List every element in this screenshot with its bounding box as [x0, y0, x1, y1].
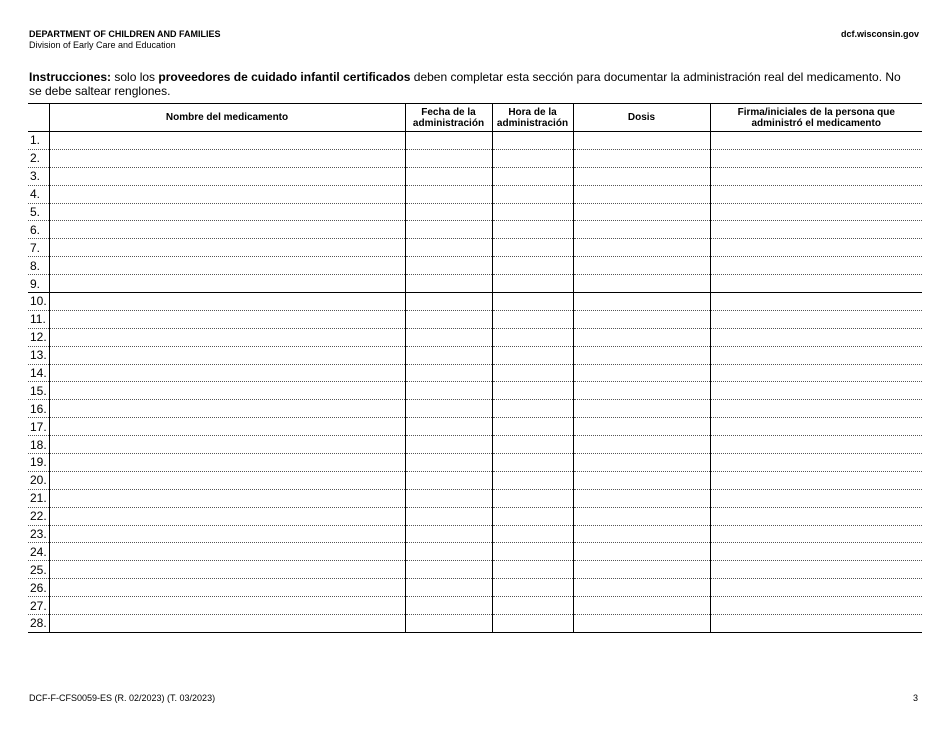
signature-field[interactable] [710, 382, 922, 400]
table-row [28, 167, 922, 185]
admin-time-field[interactable] [492, 561, 573, 579]
table-row [28, 471, 922, 489]
admin-time-field[interactable] [492, 310, 573, 328]
dose-field[interactable] [573, 185, 710, 203]
dose-field[interactable] [573, 364, 710, 382]
table-row [28, 436, 922, 454]
signature-field[interactable] [710, 346, 922, 364]
row-number: 9. [28, 275, 49, 293]
row-number: 26. [28, 579, 49, 597]
dose-field[interactable] [573, 382, 710, 400]
table-row [28, 149, 922, 167]
table-row [28, 257, 922, 275]
signature-field[interactable] [710, 418, 922, 436]
dose-field[interactable] [573, 167, 710, 185]
table-row [28, 310, 922, 328]
dose-field[interactable] [573, 221, 710, 239]
signature-field[interactable] [710, 328, 922, 346]
admin-date-field[interactable] [405, 543, 492, 561]
admin-date-field[interactable] [405, 400, 492, 418]
signature-field[interactable] [710, 364, 922, 382]
signature-field[interactable] [710, 185, 922, 203]
dose-field[interactable] [573, 525, 710, 543]
admin-time-field[interactable] [492, 167, 573, 185]
table-row [28, 525, 922, 543]
form-id: DCF-F-CFS0059-ES (R. 02/2023) (T. 03/2023) [29, 693, 216, 703]
table-row [28, 221, 922, 239]
admin-time-field[interactable] [492, 615, 573, 633]
admin-date-field[interactable] [405, 418, 492, 436]
signature-field[interactable] [710, 203, 922, 221]
division-name: Division of Early Care and Education [29, 40, 176, 50]
medication-name-field[interactable] [49, 257, 405, 275]
row-number: 7. [28, 239, 49, 257]
medication-name-field[interactable] [49, 185, 405, 203]
signature-field[interactable] [710, 293, 922, 311]
admin-date-field[interactable] [405, 167, 492, 185]
signature-field[interactable] [710, 132, 922, 150]
admin-date-field[interactable] [405, 346, 492, 364]
row-number: 13. [28, 346, 49, 364]
medication-name-field[interactable] [49, 615, 405, 633]
admin-time-field[interactable] [492, 543, 573, 561]
dose-field[interactable] [573, 132, 710, 150]
admin-time-field[interactable] [492, 454, 573, 472]
row-number: 12. [28, 328, 49, 346]
dose-field[interactable] [573, 615, 710, 633]
medication-name-field[interactable] [49, 132, 405, 150]
row-number: 21. [28, 489, 49, 507]
dose-field[interactable] [573, 597, 710, 615]
admin-date-field[interactable] [405, 239, 492, 257]
column-header-dose: Dosis [573, 104, 710, 132]
admin-time-field[interactable] [492, 203, 573, 221]
column-header-signature: Firma/iniciales de la persona que administró el medicamento [710, 104, 922, 132]
medication-name-field[interactable] [49, 454, 405, 472]
medication-name-field[interactable] [49, 507, 405, 525]
medication-name-field[interactable] [49, 400, 405, 418]
table-row [28, 382, 922, 400]
table-row [28, 597, 922, 615]
row-number: 5. [28, 203, 49, 221]
row-number: 8. [28, 257, 49, 275]
signature-field[interactable] [710, 436, 922, 454]
dose-field[interactable] [573, 543, 710, 561]
instructions-text-a: solo los [111, 70, 159, 84]
page-header [29, 29, 221, 51]
dose-field[interactable] [573, 257, 710, 275]
medication-name-field[interactable] [49, 489, 405, 507]
dose-field[interactable] [573, 471, 710, 489]
admin-date-field[interactable] [405, 257, 492, 275]
column-header-admin-time: Hora de la administración [492, 104, 573, 132]
admin-date-field[interactable] [405, 454, 492, 472]
medication-name-field[interactable] [49, 579, 405, 597]
row-number: 15. [28, 382, 49, 400]
admin-date-field[interactable] [405, 275, 492, 293]
signature-field[interactable] [710, 149, 922, 167]
instructions-paragraph [29, 70, 915, 98]
admin-date-field[interactable] [405, 382, 492, 400]
admin-time-field[interactable] [492, 132, 573, 150]
instructions-text-b: deben completar esta sección para documentar la administración real del medicamento. No se debe saltear renglones. [29, 70, 901, 98]
signature-field[interactable] [710, 525, 922, 543]
dose-field[interactable] [573, 400, 710, 418]
signature-field[interactable] [710, 310, 922, 328]
admin-time-field[interactable] [492, 525, 573, 543]
signature-field[interactable] [710, 489, 922, 507]
table-body [28, 132, 922, 633]
medication-name-field[interactable] [49, 293, 405, 311]
row-number: 6. [28, 221, 49, 239]
admin-time-field[interactable] [492, 149, 573, 167]
table-row [28, 346, 922, 364]
dose-field[interactable] [573, 346, 710, 364]
admin-date-field[interactable] [405, 221, 492, 239]
signature-field[interactable] [710, 257, 922, 275]
row-number: 2. [28, 149, 49, 167]
row-number-header [28, 104, 49, 132]
medication-name-field[interactable] [49, 436, 405, 454]
admin-time-field[interactable] [492, 579, 573, 597]
admin-date-field[interactable] [405, 132, 492, 150]
row-number: 10. [28, 293, 49, 311]
medication-name-field[interactable] [49, 203, 405, 221]
row-number: 3. [28, 167, 49, 185]
dose-field[interactable] [573, 436, 710, 454]
admin-time-field[interactable] [492, 239, 573, 257]
admin-time-field[interactable] [492, 257, 573, 275]
admin-time-field[interactable] [492, 364, 573, 382]
row-number: 27. [28, 597, 49, 615]
admin-time-field[interactable] [492, 382, 573, 400]
admin-date-field[interactable] [405, 310, 492, 328]
signature-field[interactable] [710, 507, 922, 525]
medication-name-field[interactable] [49, 310, 405, 328]
dose-field[interactable] [573, 310, 710, 328]
medication-name-field[interactable] [49, 597, 405, 615]
signature-field[interactable] [710, 615, 922, 633]
row-number: 19. [28, 454, 49, 472]
row-number: 20. [28, 471, 49, 489]
medication-name-field[interactable] [49, 418, 405, 436]
signature-field[interactable] [710, 543, 922, 561]
medication-name-field[interactable] [49, 382, 405, 400]
table-row [28, 275, 922, 293]
medication-name-field[interactable] [49, 346, 405, 364]
medication-log-table [28, 103, 922, 633]
medication-name-field[interactable] [49, 543, 405, 561]
table-row [28, 543, 922, 561]
signature-field[interactable] [710, 454, 922, 472]
medication-name-field[interactable] [49, 525, 405, 543]
admin-time-field[interactable] [492, 221, 573, 239]
dose-field[interactable] [573, 203, 710, 221]
row-number: 18. [28, 436, 49, 454]
admin-time-field[interactable] [492, 436, 573, 454]
medication-name-field[interactable] [49, 471, 405, 489]
signature-field[interactable] [710, 579, 922, 597]
row-number: 4. [28, 185, 49, 203]
table-row [28, 400, 922, 418]
admin-date-field[interactable] [405, 149, 492, 167]
column-header-admin-date: Fecha de la administración [405, 104, 492, 132]
table-row [28, 454, 922, 472]
row-number: 17. [28, 418, 49, 436]
row-number: 24. [28, 543, 49, 561]
admin-time-field[interactable] [492, 489, 573, 507]
admin-date-field[interactable] [405, 579, 492, 597]
dose-field[interactable] [573, 239, 710, 257]
admin-time-field[interactable] [492, 293, 573, 311]
medication-name-field[interactable] [49, 149, 405, 167]
dose-field[interactable] [573, 507, 710, 525]
table-row [28, 328, 922, 346]
table-row [28, 418, 922, 436]
admin-date-field[interactable] [405, 436, 492, 454]
row-number: 25. [28, 561, 49, 579]
table-row [28, 507, 922, 525]
signature-field[interactable] [710, 597, 922, 615]
instructions-bold-phrase: proveedores de cuidado infantil certificados [158, 70, 411, 84]
table-row [28, 615, 922, 633]
admin-date-field[interactable] [405, 328, 492, 346]
admin-date-field[interactable] [405, 293, 492, 311]
dose-field[interactable] [573, 561, 710, 579]
dose-field[interactable] [573, 489, 710, 507]
medication-name-field[interactable] [49, 328, 405, 346]
table-row [28, 579, 922, 597]
row-number: 28. [28, 615, 49, 633]
row-number: 1. [28, 132, 49, 150]
admin-time-field[interactable] [492, 418, 573, 436]
admin-date-field[interactable] [405, 364, 492, 382]
row-number: 11. [28, 310, 49, 328]
medication-name-field[interactable] [49, 221, 405, 239]
table-row [28, 293, 922, 311]
department-name: DEPARTMENT OF CHILDREN AND FAMILIES [29, 29, 221, 39]
row-number: 23. [28, 525, 49, 543]
dose-field[interactable] [573, 454, 710, 472]
table-row [28, 489, 922, 507]
table-header-row [28, 104, 922, 132]
row-number: 14. [28, 364, 49, 382]
table-row [28, 239, 922, 257]
signature-field[interactable] [710, 275, 922, 293]
dose-field[interactable] [573, 418, 710, 436]
dose-field[interactable] [573, 149, 710, 167]
admin-time-field[interactable] [492, 346, 573, 364]
signature-field[interactable] [710, 221, 922, 239]
medication-name-field[interactable] [49, 239, 405, 257]
medication-name-field[interactable] [49, 275, 405, 293]
admin-time-field[interactable] [492, 597, 573, 615]
row-number: 16. [28, 400, 49, 418]
admin-date-field[interactable] [405, 615, 492, 633]
signature-field[interactable] [710, 471, 922, 489]
admin-date-field[interactable] [405, 471, 492, 489]
admin-time-field[interactable] [492, 328, 573, 346]
dose-field[interactable] [573, 275, 710, 293]
medication-name-field[interactable] [49, 561, 405, 579]
table-row [28, 364, 922, 382]
dose-field[interactable] [573, 579, 710, 597]
table-row [28, 132, 922, 150]
admin-date-field[interactable] [405, 185, 492, 203]
admin-date-field[interactable] [405, 489, 492, 507]
admin-date-field[interactable] [405, 597, 492, 615]
table-row [28, 185, 922, 203]
website-link[interactable]: dcf.wisconsin.gov [840, 29, 919, 39]
admin-time-field[interactable] [492, 275, 573, 293]
signature-field[interactable] [710, 167, 922, 185]
admin-date-field[interactable] [405, 507, 492, 525]
instructions-label: Instrucciones: [29, 70, 112, 84]
page-number: 3 [912, 693, 918, 703]
table-row [28, 203, 922, 221]
medication-name-field[interactable] [49, 167, 405, 185]
admin-time-field[interactable] [492, 400, 573, 418]
admin-date-field[interactable] [405, 525, 492, 543]
signature-field[interactable] [710, 561, 922, 579]
signature-field[interactable] [710, 400, 922, 418]
signature-field[interactable] [710, 239, 922, 257]
admin-time-field[interactable] [492, 185, 573, 203]
table-row [28, 561, 922, 579]
row-number: 22. [28, 507, 49, 525]
dose-field[interactable] [573, 293, 710, 311]
medication-name-field[interactable] [49, 364, 405, 382]
admin-date-field[interactable] [405, 561, 492, 579]
dose-field[interactable] [573, 328, 710, 346]
admin-date-field[interactable] [405, 203, 492, 221]
admin-time-field[interactable] [492, 507, 573, 525]
admin-time-field[interactable] [492, 471, 573, 489]
column-header-medication-name: Nombre del medicamento [49, 104, 405, 132]
